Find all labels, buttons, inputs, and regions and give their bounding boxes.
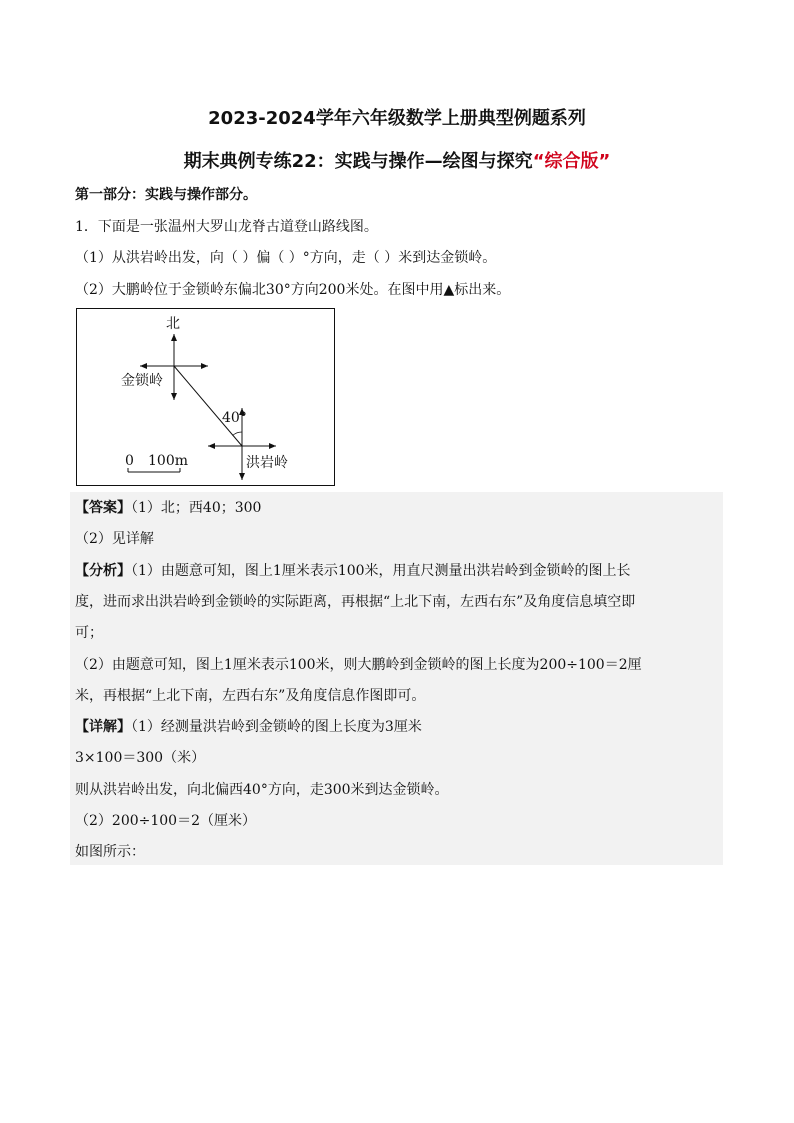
answer-panel	[70, 492, 723, 865]
analysis-2b: 米，再根据“上北下南，左西右东”及角度信息作图即可。	[75, 688, 426, 704]
analysis-1c: 可；	[75, 625, 103, 641]
subtitle-main: 期末典例专练22：实践与操作—绘图与探究	[183, 151, 533, 172]
document-title: 2023-2024学年六年级数学上册典型例题系列	[208, 108, 586, 129]
detail-2: 3×100＝300（米）	[75, 750, 206, 766]
document-subtitle	[0, 147, 794, 173]
subtitle-tag: “综合版”	[532, 151, 611, 172]
hongyanling-label: 洪岩岭	[246, 455, 288, 471]
analysis-1a: （1）由题意可知，图上1厘米表示100米，用直尺测量出洪岩岭到金锁岭的图上长	[131, 563, 631, 579]
detail-4: （2）200÷100＝2（厘米）	[75, 813, 256, 829]
detail-5: 如图所示：	[75, 844, 145, 860]
scale-zero-label: 0	[125, 453, 134, 469]
analysis-line1	[75, 561, 631, 581]
figure-frame	[77, 309, 335, 486]
answer-line1	[75, 498, 261, 518]
analysis-2a: （2）由题意可知，图上1厘米表示100米，则大鹏岭到金锁岭的图上长度为200÷100＝2厘	[75, 657, 642, 673]
detail-1: （1）经测量洪岩岭到金锁岭的图上长度为3厘米	[131, 719, 422, 735]
answer-2: （2）见详解	[75, 531, 154, 547]
answer-1: （1）北；西40；300	[131, 500, 262, 516]
detail-3: 则从洪岩岭出发，向北偏西40°方向，走300米到达金锁岭。	[75, 782, 449, 798]
scale-distance-label: 100m	[148, 453, 188, 469]
question-part1: （1）从洪岩岭出发，向（ ）偏（ ）°方向，走（ ）米到达金锁岭。	[75, 250, 497, 266]
analysis-tag: 【分析】	[75, 563, 131, 579]
section-heading: 第一部分：实践与操作部分。	[75, 187, 257, 203]
angle-label: 40°	[222, 410, 247, 426]
jinsuoling-label: 金锁岭	[121, 373, 163, 389]
question-part2: （2）大鹏岭位于金锁岭东偏北30°方向200米处。在图中用▲标出来。	[75, 282, 511, 298]
north-label: 北	[166, 316, 180, 332]
route-map-figure	[76, 308, 336, 488]
answer-tag: 【答案】	[75, 500, 131, 516]
detail-tag: 【详解】	[75, 719, 131, 735]
question-intro: 1．下面是一张温州大罗山龙脊古道登山路线图。	[75, 219, 378, 235]
detail-line1	[75, 717, 422, 737]
analysis-1b: 度，进而求出洪岩岭到金锁岭的实际距离，再根据“上北下南，左西右东”及角度信息填空即	[75, 594, 636, 610]
